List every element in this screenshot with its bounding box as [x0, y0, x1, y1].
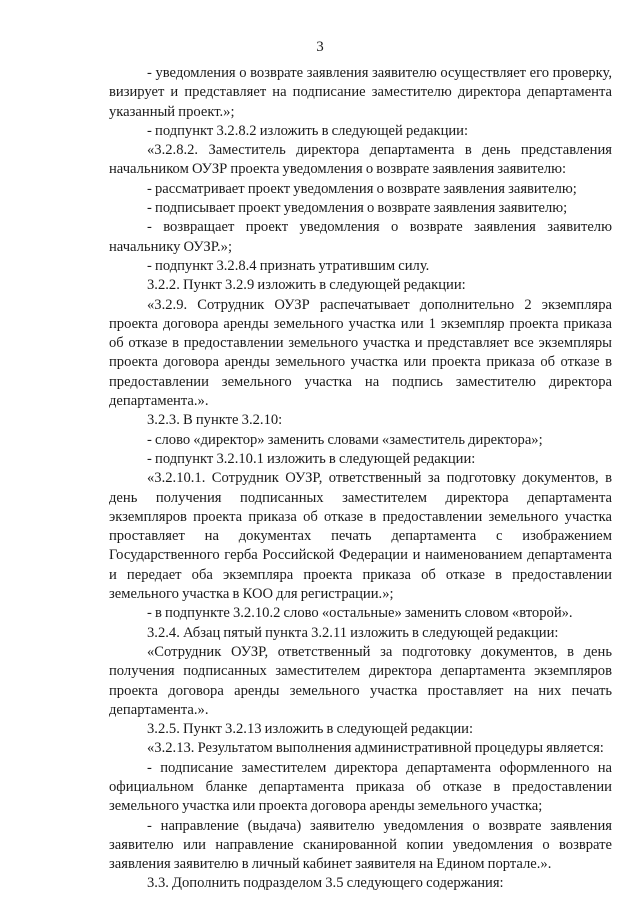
page-number: 3 [316, 39, 324, 55]
paragraph: - в подпункте 3.2.10.2 слово «остальные» заменить словом «второй». [147, 605, 573, 622]
paragraph: «3.2.10.1. Сотрудник ОУЗР, ответственный за подготовку документов, в день получения подписанных заместителем директора департамента экземпляров проекта приказа об отказе в предоставлении земельного участка проставляет на документах печать департамента с изображением Государственного герба Российской Федерации и наименованием департамента и передает оба экземпляра проекта приказа об отказе в предоставлении земельного участка в КОО для регистрации.»; [109, 470, 612, 603]
paragraph: - возвращает проект уведомления о возврате заявления заявителю начальнику ОУЗР.»; [109, 219, 612, 255]
paragraph: - подписание заместителем директора департамента оформленного на официальном бланке департамента приказа об отказе в предоставлении земельного участка или проекта договора аренды земельного участка; [109, 759, 612, 815]
paragraph: - подпункт 3.2.10.1 изложить в следующей редакции: [147, 450, 476, 467]
paragraph: 3.2.2. Пункт 3.2.9 изложить в следующей редакции: [147, 277, 466, 294]
paragraph: - уведомления о возврате заявления заявителю осуществляет его проверку, визирует и представляет на подписание заместителю директора департамента указанный проект.»; [109, 65, 612, 120]
paragraph: 3.2.5. Пункт 3.2.13 изложить в следующей редакции: [147, 721, 473, 738]
paragraph: «3.2.9. Сотрудник ОУЗР распечатывает дополнительно 2 экземпляра проекта договора аренды земельного участка или 1 экземпляр проекта приказа об отказе в предоставлении земельного участка и представляет все экземпляры проекта договора аренды земельного участка или проекта приказа об отказе в предоставлении земельного участка на подпись заместителю директора департамента.». [109, 296, 612, 410]
paragraph: - слово «директор» заменить словами «заместитель директора»; [147, 431, 543, 448]
paragraph: - подпункт 3.2.8.2 изложить в следующей редакции: [147, 122, 469, 139]
document-body [109, 64, 612, 894]
paragraph: «Сотрудник ОУЗР, ответственный за подготовку документов, в день получения подписанных заместителем директора департамента экземпляров проекта договора аренды земельного участка проставляет на них печать департамента.». [109, 643, 612, 718]
paragraph: 3.2.4. Абзац пятый пункта 3.2.11 изложить в следующей редакции: [147, 624, 559, 641]
paragraph: 3.3. Дополнить подразделом 3.5 следующего содержания: [147, 875, 504, 892]
paragraph: 3.2.3. В пункте 3.2.10: [147, 412, 283, 429]
paragraph: - подпункт 3.2.8.4 признать утратившим силу. [147, 257, 430, 274]
paragraph: - подписывает проект уведомления о возврате заявления заявителю; [147, 200, 568, 217]
paragraph: «3.2.13. Результатом выполнения административной процедуры является: [147, 740, 604, 757]
paragraph: «3.2.8.2. Заместитель директора департамента в день представления начальником ОУЗР проекта уведомления о возврате заявления заявителю: [109, 142, 612, 178]
paragraph: - рассматривает проект уведомления о возврате заявления заявителю; [147, 180, 577, 197]
paragraph: - направление (выдача) заявителю уведомления о возврате заявления заявителю или направление сканированной копии уведомления о возврате заявления заявителю в личный кабинет заявителя на Едином портале.». [109, 817, 612, 873]
